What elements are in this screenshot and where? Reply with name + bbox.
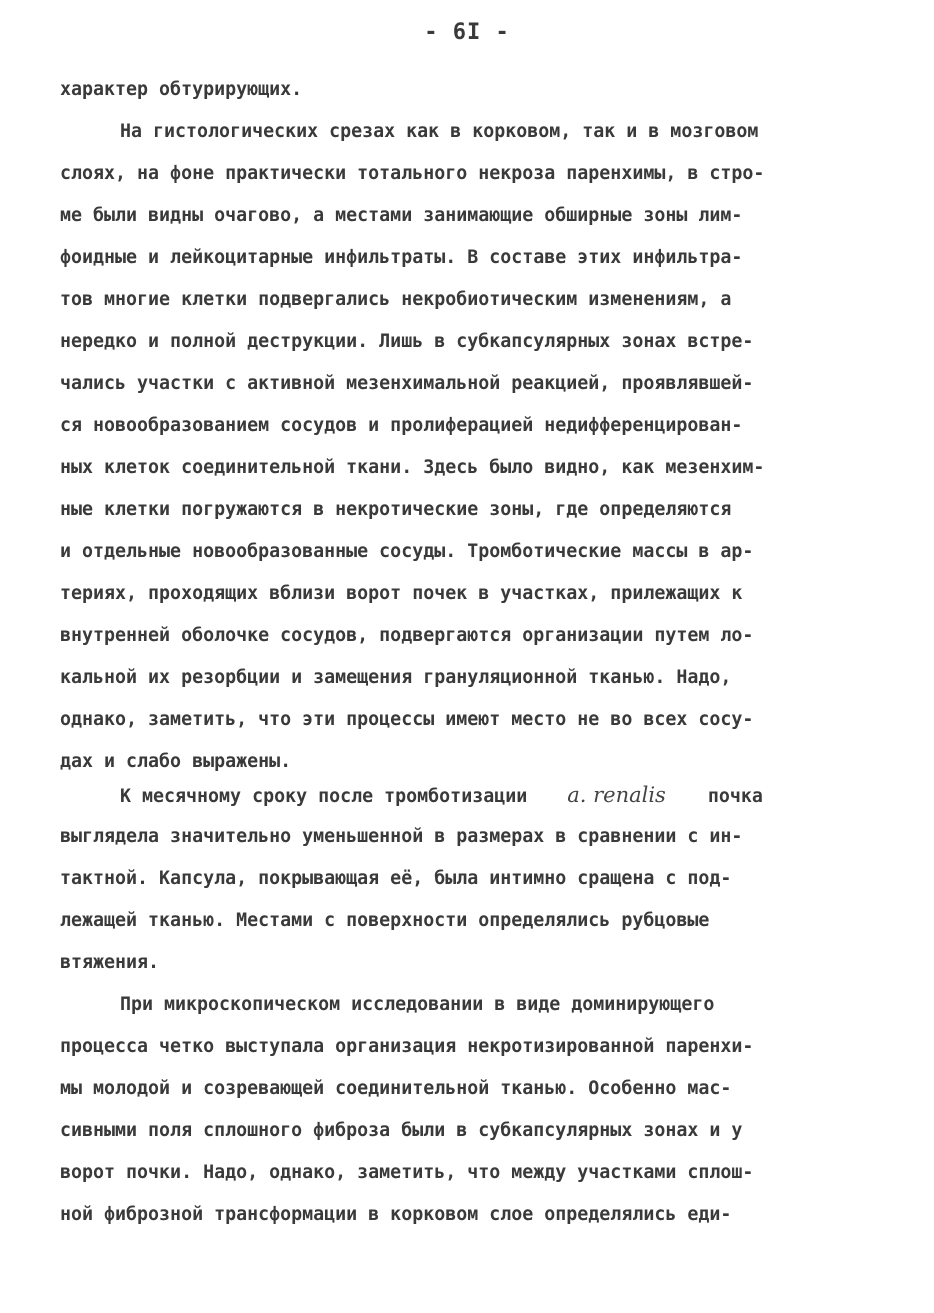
text-line: процесса четко выступала организация некротизированной паренхи- [60,1036,754,1057]
text-line: ных клеток соединительной ткани. Здесь было видно, как мезенхим- [60,457,765,478]
text-line: тов многие клетки подвергались некробиотическим изменениям, а [60,289,732,310]
text-line: лежащей тканью. Местами с поверхности определялись рубцовые [60,910,710,931]
text-line: характер обтурирующих. [60,79,303,100]
text-line: слоях, на фоне практически тотального некроза паренхимы, в стро- [60,163,765,184]
text-line: На гистологических срезах как в корковом, так и в мозговом [120,121,759,142]
text-line: При микроскопическом исследовании в виде доминирующего [120,994,715,1015]
line-text-before: К месячному сроку после тромботизации [120,786,528,807]
text-line: втяжения. [60,952,160,973]
text-line: выглядела значительно уменьшенной в размерах в сравнении с ин- [60,826,743,847]
text-line: мы молодой и созревающей соединительной тканью. Особенно мас- [60,1078,732,1099]
text-line: ной фиброзной трансформации в корковом слое определялись еди- [60,1204,732,1225]
text-line: ные клетки погружаются в некротические зоны, где определяются [60,499,732,520]
text-line: сивными поля сплошного фиброза были в субкапсулярных зонах и у [60,1120,743,1141]
text-line-with-handwriting [120,780,763,810]
text-line: ворот почки. Надо, однако, заметить, что между участками сплош- [60,1162,754,1183]
text-line: однако, заметить, что эти процессы имеют место не во всех сосу- [60,709,754,730]
text-line: тактной. Капсула, покрывающая её, была интимно сращена с под- [60,868,732,889]
text-line: и отдельные новообразованные сосуды. Тромботические массы в ар- [60,541,754,562]
text-line: фоидные и лейкоцитарные инфильтраты. В составе этих инфильтра- [60,247,743,268]
text-line: внутренней оболочке сосудов, подвергаются организации путем ло- [60,625,754,646]
handwritten-insertion: a. renalis [567,783,666,807]
text-line: чались участки с активной мезенхимальной реакцией, проявлявшей- [60,373,754,394]
text-line: дах и слабо выражены. [60,751,292,772]
page-number: - 6I - [424,20,510,45]
line-text-after: почка [707,786,763,807]
text-line: ся новообразованием сосудов и пролиферацией недифференцирован- [60,415,743,436]
text-line: ме были видны очагово, а местами занимающие обширные зоны лим- [60,205,743,226]
text-line: кальной их резорбции и замещения грануляционной тканью. Надо, [60,667,732,688]
text-line: нередко и полной деструкции. Лишь в субкапсулярных зонах встре- [60,331,754,352]
text-line: териях, проходящих вблизи ворот почек в участках, прилежащих к [60,583,743,604]
